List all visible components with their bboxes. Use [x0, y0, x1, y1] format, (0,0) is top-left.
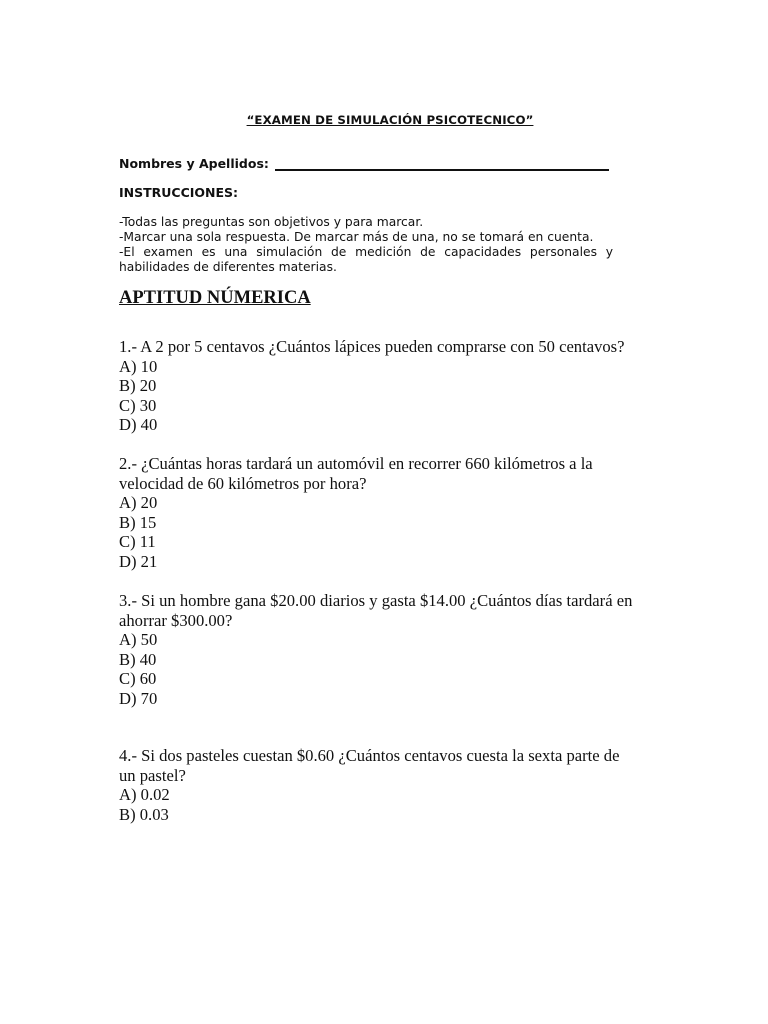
- question-text: 2.- ¿Cuántas horas tardará un automóvil en recorrer 660 kilómetros a la: [119, 454, 593, 473]
- answer-option: B) 40: [119, 649, 157, 669]
- answer-option: A) 50: [119, 630, 158, 649]
- question-2: [119, 454, 664, 571]
- answer-option: B) 15: [119, 512, 157, 532]
- question-4: [119, 746, 664, 824]
- question-text: ahorrar $300.00?: [119, 610, 233, 630]
- instruction-line: -El examen es una simulación de medición de capacidades personales y: [119, 245, 613, 259]
- answer-option: B) 0.03: [119, 804, 169, 824]
- name-blank-line: [275, 157, 609, 171]
- answer-option: C) 60: [119, 669, 157, 688]
- question-text: velocidad de 60 kilómetros por hora?: [119, 473, 367, 493]
- answer-option: A) 10: [119, 356, 158, 376]
- question-text: 4.- Si dos pasteles cuestan $0.60 ¿Cuántos centavos cuesta la sexta parte de: [119, 746, 620, 765]
- name-label: Nombres y Apellidos:: [119, 156, 269, 171]
- answer-option: C) 11: [119, 532, 156, 551]
- answer-option: A) 0.02: [119, 785, 170, 804]
- question-text: un pastel?: [119, 765, 186, 785]
- exam-title: “EXAMEN DE SIMULACIÓN PSICOTECNICO”: [246, 113, 534, 127]
- question-text: 1.- A 2 por 5 centavos ¿Cuántos lápices pueden comprarse con 50 centavos?: [119, 337, 625, 356]
- answer-option: A) 20: [119, 493, 158, 512]
- instruction-line: -Marcar una sola respuesta. De marcar más de una, no se tomará en cuenta.: [119, 230, 594, 244]
- answer-option: D) 70: [119, 688, 158, 708]
- question-1: [119, 337, 664, 435]
- answer-option: C) 30: [119, 395, 157, 415]
- question-3: [119, 591, 664, 708]
- instruction-line: habilidades de diferentes materias.: [119, 260, 337, 274]
- instructions-heading: INSTRUCCIONES:: [119, 185, 239, 200]
- instruction-line: -Todas las preguntas son objetivos y para marcar.: [119, 215, 424, 229]
- section-title: APTITUD NÚMERICA: [119, 288, 311, 308]
- name-field-row: [119, 156, 609, 171]
- answer-option: D) 21: [119, 551, 158, 571]
- answer-option: D) 40: [119, 415, 158, 434]
- instructions-list: [119, 215, 613, 275]
- question-text: 3.- Si un hombre gana $20.00 diarios y gasta $14.00 ¿Cuántos días tardará en: [119, 591, 633, 610]
- answer-option: B) 20: [119, 376, 157, 395]
